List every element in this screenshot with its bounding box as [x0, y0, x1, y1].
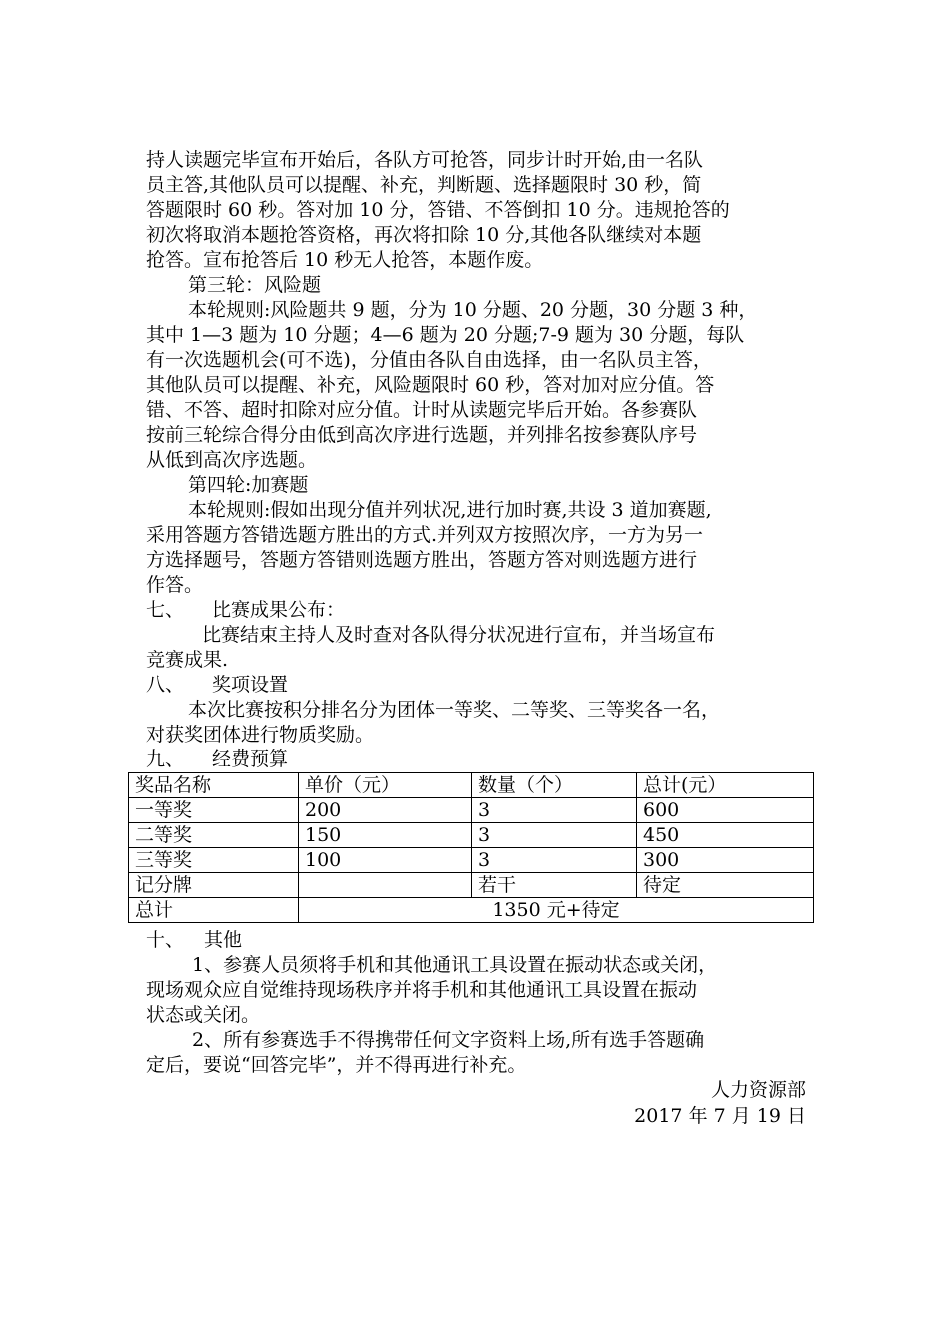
text-line: 初次将取消本题抢答资格，再次将扣除 10 分,其他各队继续对本题 — [146, 224, 702, 246]
table-cell — [299, 873, 472, 898]
table-cell: 450 — [637, 823, 814, 848]
text-line: 竞赛成果. — [146, 649, 229, 671]
text-line: 状态或关闭。 — [146, 1004, 261, 1026]
text-line: 比赛结束主持人及时查对各队得分状况进行宣布，并当场宣布 — [202, 624, 716, 646]
text-line: 作答。 — [146, 574, 204, 596]
budget-table — [128, 772, 814, 923]
text-line: 抢答。宣布抢答后 10 秒无人抢答，本题作废。 — [146, 249, 544, 271]
paragraph-round4-rules — [146, 498, 806, 598]
header-cell: 总计(元） — [637, 773, 814, 798]
text-line: 定后，要说“回答完毕”，并不得再进行补充。 — [146, 1054, 527, 1076]
table-cell: 一等奖 — [129, 798, 299, 823]
table-cell: 记分牌 — [129, 873, 299, 898]
section-heading-9: 九、 经费预算 — [146, 748, 289, 770]
text-line: 采用答题方答错选题方胜出的方式.并列双方按照次序，一方为另一 — [146, 524, 704, 546]
table-cell: 300 — [637, 848, 814, 873]
text-line: 1、参赛人员须将手机和其他通讯工具设置在振动状态或关闭， — [192, 954, 718, 976]
text-line: 错、不答、超时扣除对应分值。计时从读题完毕后开始。各参赛队 — [146, 399, 698, 421]
header-cell: 数量（个） — [472, 773, 637, 798]
header-cell: 单价（元） — [299, 773, 472, 798]
signature-department: 人力资源部 — [710, 1079, 806, 1101]
paragraph-round2-rules — [146, 148, 806, 273]
text-line: 本次比赛按积分排名分为团体一等奖、二等奖、三等奖各一名， — [188, 699, 721, 721]
text-line: 有一次选题机会(可不选)，分值由各队自由选择，由一名队员主答， — [146, 349, 712, 371]
table-cell: 600 — [637, 798, 814, 823]
text-line: 答题限时 60 秒。答对加 10 分，答错、不答倒扣 10 分。违规抢答的 — [146, 199, 730, 221]
section-10-item-1 — [146, 953, 806, 1028]
text-line: 本轮规则:假如出现分值并列状况,进行加时赛,共设 3 道加赛题, — [188, 499, 712, 521]
text-line: 2、所有参赛选手不得携带任何文字资料上场,所有选手答题确 — [192, 1029, 705, 1051]
table-cell: 3 — [472, 798, 637, 823]
table-cell: 3 — [472, 848, 637, 873]
section-10-item-2 — [146, 1028, 806, 1078]
text-line: 持人读题完毕宣布开始后，各队方可抢答，同步计时开始,由一名队 — [146, 149, 704, 171]
text-line: 从低到高次序选题。 — [146, 449, 318, 471]
text-line: 对获奖团体进行物质奖励。 — [146, 724, 375, 746]
text-line: 其他队员可以提醒、补充，风险题限时 60 秒，答对加对应分值。答 — [146, 374, 715, 396]
table-cell: 3 — [472, 823, 637, 848]
text-line: 员主答,其他队员可以提醒、补充，判断题、选择题限时 30 秒，简 — [146, 174, 702, 196]
table-row — [129, 823, 814, 848]
section-heading-7: 七、 比赛成果公布： — [146, 599, 346, 621]
table-cell: 三等奖 — [129, 848, 299, 873]
table-header-row — [129, 773, 814, 798]
table-cell: 200 — [299, 798, 472, 823]
table-cell: 150 — [299, 823, 472, 848]
table-cell: 二等奖 — [129, 823, 299, 848]
round3-title: 第三轮：风险题 — [188, 274, 322, 296]
paragraph-round3-rules — [146, 298, 806, 473]
table-cell: 待定 — [637, 873, 814, 898]
text-line: 其中 1—3 题为 10 分题；4—6 题为 20 分题;7-9 题为 30 分题，每队 — [146, 324, 745, 346]
table-cell: 100 — [299, 848, 472, 873]
total-value-cell: 1350 元+待定 — [299, 898, 814, 923]
text-line: 方选择题号，答题方答错则选题方胜出，答题方答对则选题方进行 — [146, 549, 698, 571]
table-total-row — [129, 898, 814, 923]
section-7-body — [146, 623, 806, 673]
header-cell: 奖品名称 — [129, 773, 299, 798]
table-row — [129, 873, 814, 898]
table-cell: 若干 — [472, 873, 637, 898]
total-label-cell: 总计 — [129, 898, 299, 923]
table-row — [129, 848, 814, 873]
round4-title: 第四轮:加赛题 — [188, 474, 309, 496]
section-heading-10: 十、 其他 — [146, 929, 243, 951]
text-line: 现场观众应自觉维持现场秩序并将手机和其他通讯工具设置在振动 — [146, 979, 698, 1001]
section-8-body — [146, 698, 806, 748]
text-line: 按前三轮综合得分由低到高次序进行选题，并列排名按参赛队序号 — [146, 424, 698, 446]
text-line: 本轮规则:风险题共 9 题，分为 10 分题、20 分题，30 分题 3 种， — [188, 299, 758, 321]
section-heading-8: 八、 奖项设置 — [146, 674, 289, 696]
signature-date: 2017 年 7 月 19 日 — [634, 1105, 806, 1127]
table-row — [129, 798, 814, 823]
